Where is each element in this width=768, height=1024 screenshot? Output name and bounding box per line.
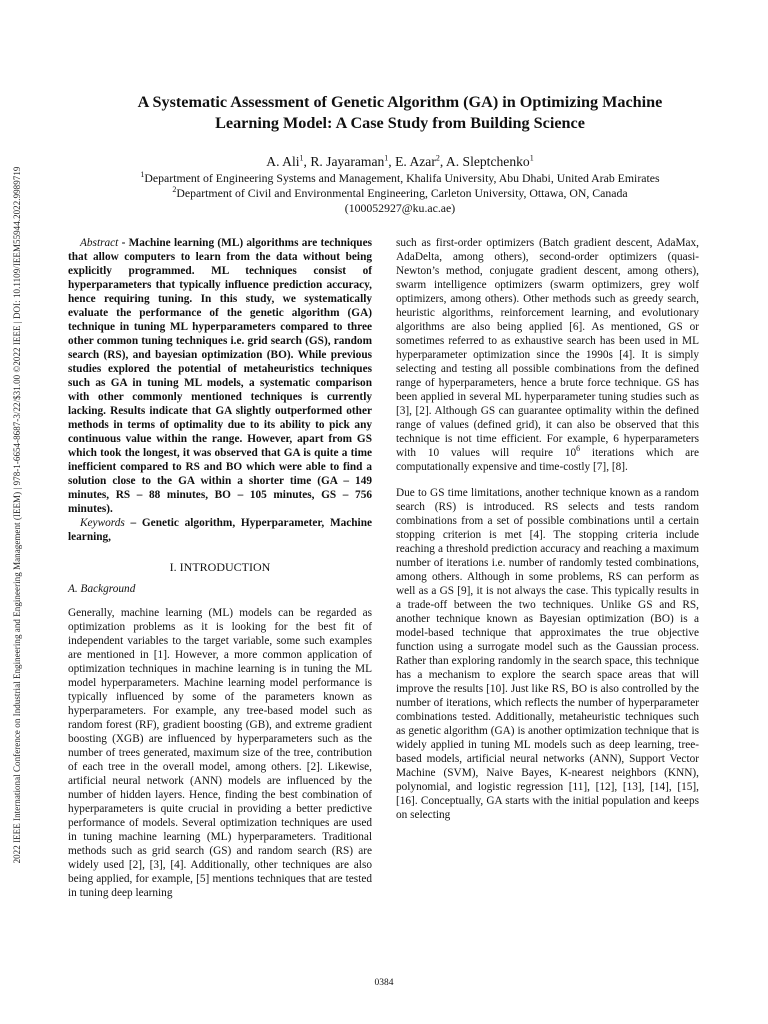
abstract-label: Abstract xyxy=(80,237,119,249)
affiliation-1-text: Department of Engineering Systems and Management, Khalifa University, Abu Dhabi, United Arab Emirates xyxy=(144,171,660,185)
affiliation-2 xyxy=(60,186,740,201)
author-3: , E. Azar xyxy=(388,154,436,169)
author-1-affil: 1 xyxy=(299,153,304,163)
page-number: 0384 xyxy=(374,978,394,988)
paragraph-text-a: such as first-order optimizers (Batch gradient descent, AdaMax, AdaDelta, among others), second-order optimizers (quasi-Newton’s method, conjugate gradient descent, among others), swarm intelligence optimizers (swarm optimizers, grey wolf optimizers, among others). Other methods such as greedy search, heuristic algorithms, reinforcement learning, and evolutionary algorithms are also being applied [6]. As mentioned, GS or sometimes referred to as exhaustive search has been used in ML hyperparameter optimization since the 1990s [4]. It is simply selecting and testing all possible combinations from the defined range of hyperparameters, hence a brute force technique. GS has been applied in several ML hyperparameter tuning studies such as [3], [2]. Although GS can guarantee optimality within the defined range of values (defined grid), it can also be observed that this technique is not time efficient. For example, 6 hyperparameters with 10 values will require 10 xyxy=(396,237,699,459)
body-paragraph: Due to GS time limitations, another technique known as a random search (RS) is introduced. RS selects and tests random combinations from a set of possible combinations until a certain stopping criterion is met [4]. The stopping criteria include reaching a threshold prediction accuracy and reaching a maximum number of iterations i.e. number of randomly tested combinations, among others. Although in some problems, RS can perform as well as a GS [9], it is not always the case. This typically results in a trade-off between the two techniques. Unlike GS and RS, another technique known as Bayesian optimization (BO) is a model-based technique that approximates the true objective function using a surrogate model such as the Gaussian process. Rather than exploring randomly in the search space, this technique has a mechanism to explore the search space areas that will improve the results [10]. Just like RS, BO is also controlled by the number of iterations, which reflects the number of hyperparameter combinations tested. Additionally, metaheuristic techniques such as genetic algorithm (GA) is another optimization technique that is widely applied in tuning ML models such as deep learning, tree-based models, artificial neural networks (ANN), Support Vector Machine (SVM), Naive Bayes, K-nearest neighbors (KNN), polynomial, and logistic regression [11], [12], [13], [14], [15], [16]. Conceptually, GA starts with the initial population and keeps on selecting xyxy=(396,487,699,821)
subsection-heading: A. Background xyxy=(68,583,136,595)
author-1: A. Ali xyxy=(266,154,300,169)
keywords-label: Keywords xyxy=(80,517,125,529)
affiliation-1-marker: 1 xyxy=(140,170,145,180)
title-line-1: A Systematic Assessment of Genetic Algorithm (GA) in Optimizing Machine xyxy=(137,93,663,111)
right-column xyxy=(396,236,699,822)
ieee-citation-sidebar xyxy=(10,145,24,885)
keywords xyxy=(68,516,372,544)
keywords-text: – Genetic algorithm, Hyperparameter, Machine learning, xyxy=(68,517,372,543)
affiliation-2-marker: 2 xyxy=(172,185,177,195)
body-paragraph: Generally, machine learning (ML) models can be regarded as optimization problems as it is looking for the best fit of independent variables to the target variable, some such examples are mentioned in [1]. However, a more common application of optimization techniques in machine learning is in tuning the ML model hyperparameters. Machine learning model performance is typically influenced by some of the parameters known as hyperparameters. For example, any tree-based model such as random forest (RF), gradient boosting (GB), and extreme gradient boosting (XGB) are influenced by hyperparameters such as the number of trees generated, maximum size of the tree, contribution of each tree in the overall model, among others. [2]. Likewise, artificial neural network (ANN) models are influenced by the number of hidden layers. Hence, finding the best combination of hyperparameters is quite crucial in providing a better predictive performance of models. Several optimization techniques are used in tuning machine learning (ML) hyperparameters. Traditional methods such as grid search (GS) and random search (RS) are widely used [2], [3], [4]. Additionally, other techniques are also being applied, for example, [5] mentions techniques that are tested in tuning deep learning xyxy=(68,607,372,899)
title-line-2: Learning Model: A Case Study from Building Science xyxy=(215,114,585,132)
contact-email: (100052927@ku.ac.ae) xyxy=(344,201,456,215)
affiliation-2-text: Department of Civil and Environmental Engineering, Carleton University, Ottawa, ON, Canada xyxy=(176,186,628,200)
body-paragraph-continued xyxy=(396,236,699,474)
abstract xyxy=(68,236,372,516)
exponent: 6 xyxy=(576,444,581,454)
author-list xyxy=(60,153,740,170)
author-4: , A. Sleptchenko xyxy=(439,154,530,169)
author-2-affil: 1 xyxy=(384,153,389,163)
paper-title xyxy=(60,92,740,134)
abstract-text: - Machine learning (ML) algorithms are techniques that allow computers to learn from the data without being explicitly programmed. ML techniques consist of hyperparameters that typically influence prediction accuracy, hence requiring tuning. In this study, we systematically evaluate the performance of the genetic algorithm (GA) technique in tuning ML hyperparameters compared to three other common tuning techniques i.e. grid search (GS), random search (RS), and bayesian optimization (BO). While previous studies explored the potential of metaheuristics techniques such as GA in tuning ML models, a systematic comparison with other commonly mentioned techniques is currently lacking. Results indicate that GA slightly outperformed other methods in terms of optimality due to its ability to pick any continuous value within the range. However, apart from GS which took the longest, it was observed that GA is quite a time inefficient compared to RS and BO which were able to find a solution close to the GA within a shorter time (GA – 149 minutes, RS – 88 minutes, BO – 105 minutes, GS – 756 minutes). xyxy=(68,237,372,515)
left-column xyxy=(68,236,372,900)
citation-text: 2022 IEEE International Conference on Industrial Engineering and Engineering Management (IEEM) | 978-1-6654-8687-3/22/$31.00 ©2022 IEEE | DOI: 10.1109/IEEM55944.2022.9989719 xyxy=(12,166,22,864)
author-4-affil: 1 xyxy=(529,153,534,163)
section-heading: I. INTRODUCTION xyxy=(169,560,271,574)
affiliation-1 xyxy=(60,171,740,186)
author-3-affil: 2 xyxy=(435,153,440,163)
paragraph-text-b: iterations which are computationally expensive and time-costly [7], [8]. xyxy=(396,447,699,473)
author-2: , R. Jayaraman xyxy=(303,154,385,169)
